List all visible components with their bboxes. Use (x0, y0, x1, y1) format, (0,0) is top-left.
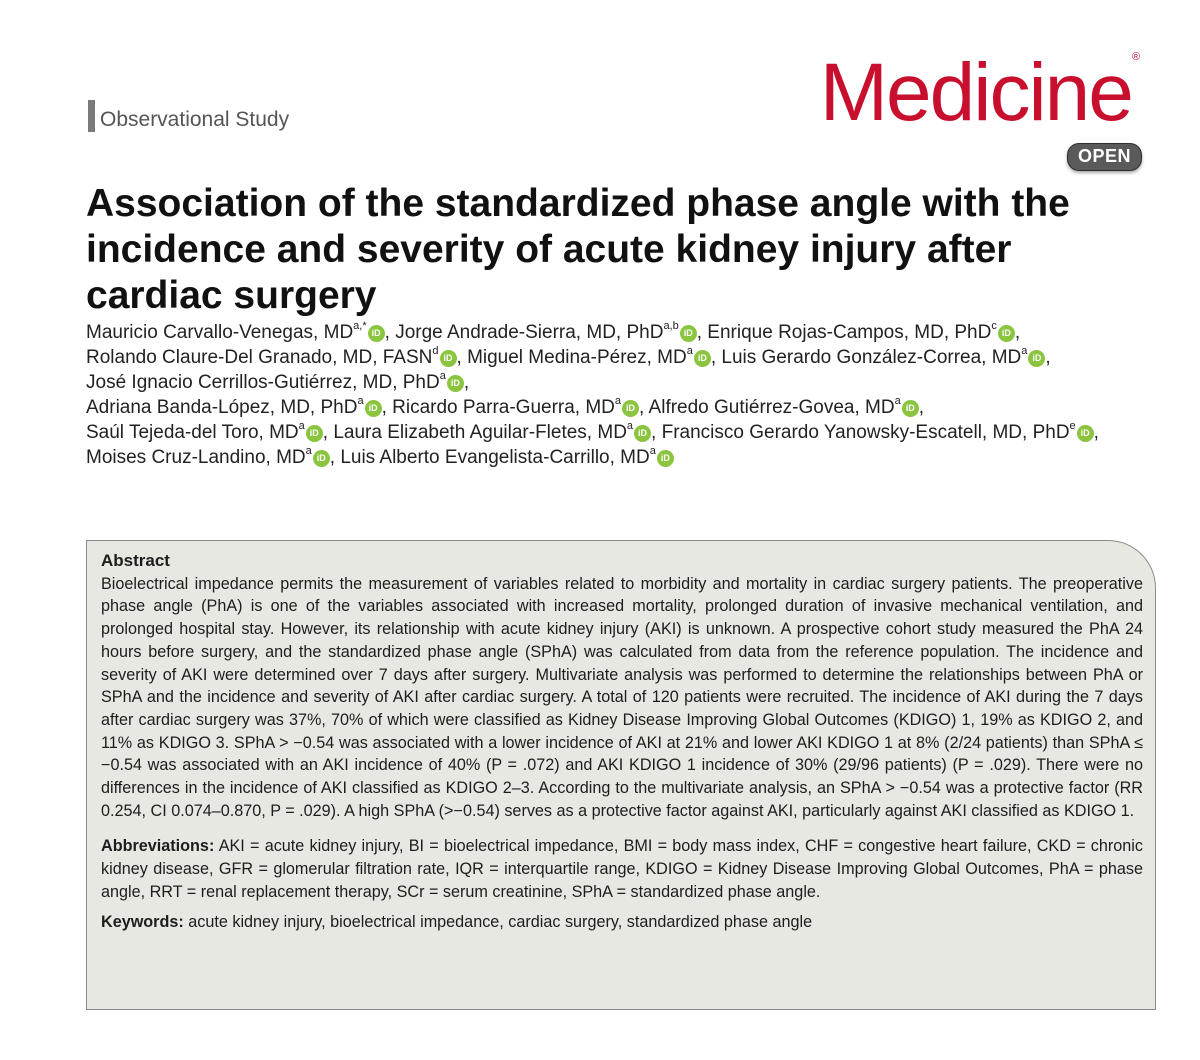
orcid-icon[interactable]: iD (622, 400, 639, 417)
author-name: José Ignacio Cerrillos-Gutiérrez, MD, PhD (86, 372, 440, 393)
author-separator: , (384, 322, 390, 343)
journal-name: Medicine (819, 47, 1132, 138)
author-entry (86, 347, 462, 368)
author-separator: , (651, 422, 657, 443)
author-entry (467, 347, 716, 368)
author-separator: , (1093, 422, 1099, 443)
author-name: Luis Gerardo González-Correa, MD (721, 347, 1022, 368)
author-separator: , (329, 447, 336, 468)
orcid-icon[interactable]: iD (306, 425, 323, 442)
author-affiliation-sup: a (298, 420, 305, 432)
orcid-icon[interactable]: iD (902, 400, 919, 417)
author-name: Enrique Rojas-Campos, MD, PhD (707, 322, 992, 343)
abstract-body: Bioelectrical impedance permits the measurement of variables related to morbidity and mortality in cardiac surgery patients. The preoperative phase angle (PhA) is one of the variables associated with increased mortality, prolonged duration of invasive mechanical ventilation, and prolonged hospital stay. However, its relationship with acute kidney injury (AKI) is unknown. A prospective cohort study measured the PhA 24 hours before surgery, and the standardized phase angle (SPhA) was calculated from data from the reference population. The incidence and severity of AKI were determined over 7 days after surgery. Multivariate analysis was performed to determine the relationships between PhA or SPhA and the incidence and severity of AKI after cardiac surgery. A total of 120 patients were recruited. The incidence of AKI during the 7 days after cardiac surgery was 37%, 70% of which were classified as Kidney Disease Improving Global Outcomes (KDIGO) 1, 19% as KDIGO 2, and 11% as KDIGO 3. SPhA > −0.54 was associated with a lower incidence of AKI at 21% and lower AKI KDIGO 1 at 8% (2/24 patients) than SPhA ≤ −0.54 was associated with an AKI incidence of 40% (P = .072) and AKI KDIGO 1 incidence of 30% (29/96 patients) (P = .029). There were no differences in the incidence of AKI classified as KDIGO 2–3. According to the multivariate analysis, an SPhA > −0.54 was a protective factor (RR 0.254, CI 0.074–0.870, P = .029). A high SPhA (>−0.54) serves as a protective factor against AKI, particularly against AKI classified as KDIGO 1. (101, 574, 1143, 820)
author-affiliation-sup: a (305, 445, 312, 457)
orcid-icon[interactable]: iD (365, 400, 382, 417)
author-entry (86, 322, 390, 343)
author-name: Moises Cruz-Landino, MD (86, 447, 306, 468)
orcid-icon[interactable]: iD (694, 350, 711, 367)
author-name: Francisco Gerardo Yanowsky-Escatell, MD, PhD (661, 422, 1070, 443)
author-entry (86, 422, 328, 443)
trademark-symbol: ® (1131, 51, 1140, 63)
author-affiliation-sup: a (894, 395, 901, 407)
abstract-heading: Abstract (101, 551, 170, 570)
orcid-icon[interactable]: iD (1028, 350, 1045, 367)
orcid-icon[interactable]: iD (680, 325, 697, 342)
author-entry (392, 397, 644, 418)
author-affiliation-sup: d (432, 345, 439, 357)
author-separator: , (381, 397, 387, 418)
author-entry (86, 397, 387, 418)
open-access-badge: OPEN (1067, 143, 1142, 171)
author-entry (86, 372, 469, 393)
article-title: Association of the standardized phase angle with the incidence and severity of acute kidney injury after cardiac surgery (86, 182, 1070, 317)
article-type-label: Observational Study (88, 100, 289, 132)
author-name: Laura Elizabeth Aguilar-Fletes, MD (333, 422, 627, 443)
author-separator: , (639, 397, 645, 418)
orcid-icon[interactable]: iD (447, 375, 464, 392)
author-affiliation-sup: a,b (663, 320, 679, 332)
author-separator: , (1014, 322, 1021, 343)
author-separator: , (696, 322, 703, 343)
journal-logo (819, 47, 1140, 138)
author-entry (707, 322, 1020, 343)
author-affiliation-sup: a,* (353, 320, 367, 332)
author-affiliation-sup: e (1069, 420, 1076, 432)
author-entry (649, 397, 924, 418)
author-name: Miguel Medina-Pérez, MD (467, 347, 687, 368)
author-separator: , (710, 347, 717, 368)
author-affiliation-sup: a (649, 445, 656, 457)
author-affiliation-sup: a (614, 395, 622, 407)
author-affiliation-sup: a (686, 345, 693, 357)
author-name: Adriana Banda-López, MD, PhD (86, 397, 358, 418)
author-entry (395, 322, 702, 343)
author-separator: , (1045, 347, 1051, 368)
orcid-icon[interactable]: iD (368, 325, 385, 342)
author-name: Jorge Andrade-Sierra, MD, PhD (395, 322, 664, 343)
author-entry (333, 422, 656, 443)
orcid-icon[interactable]: iD (1077, 425, 1094, 442)
orcid-icon[interactable]: iD (313, 450, 330, 467)
keywords-paragraph (101, 911, 1143, 934)
orcid-icon[interactable]: iD (440, 350, 457, 367)
author-affiliation-sup: a (357, 395, 364, 407)
author-name: Mauricio Carvallo-Venegas, MD (86, 322, 354, 343)
keywords-text: acute kidney injury, bioelectrical impedance, cardiac surgery, standardized phase angle (188, 912, 813, 931)
author-affiliation-sup: a (626, 420, 634, 432)
author-separator: , (322, 422, 329, 443)
abstract-box (86, 540, 1156, 1010)
author-separator: , (918, 397, 924, 418)
author-separator: , (456, 347, 462, 368)
author-name: Rolando Claure-Del Granado, MD, FASN (86, 347, 433, 368)
author-affiliation-sup: a (439, 370, 446, 382)
orcid-icon[interactable]: iD (998, 325, 1015, 342)
author-list (86, 320, 1156, 470)
abbreviations-label: Abbreviations: (101, 837, 215, 856)
author-entry (662, 422, 1099, 443)
abbreviations-text: AKI = acute kidney injury, BI = bioelectrical impedance, BMI = body mass index, CHF = congestive heart failure, CKD = chronic kidney disease, GFR = glomerular filtration rate, IQR = interquartile range, KDIGO = Kidney Disease Improving Global Outcomes, PhA = phase angle, RRT = renal replacement therapy, SCr = serum creatinine, SPhA = standardized phase angle. (101, 837, 1143, 901)
author-name: Ricardo Parra-Guerra, MD (392, 397, 615, 418)
orcid-icon[interactable]: iD (657, 450, 674, 467)
author-name: Saúl Tejeda-del Toro, MD (86, 422, 299, 443)
author-entry (340, 447, 674, 468)
orcid-icon[interactable]: iD (634, 425, 651, 442)
author-name: Alfredo Gutiérrez-Govea, MD (648, 397, 895, 418)
keywords-label: Keywords: (101, 912, 184, 931)
author-separator: , (463, 372, 470, 393)
author-entry (86, 447, 335, 468)
abbreviations-paragraph (101, 835, 1143, 903)
author-name: Luis Alberto Evangelista-Carrillo, MD (340, 447, 650, 468)
author-affiliation-sup: c (991, 320, 997, 332)
author-entry (721, 347, 1050, 368)
author-affiliation-sup: a (1021, 345, 1028, 357)
